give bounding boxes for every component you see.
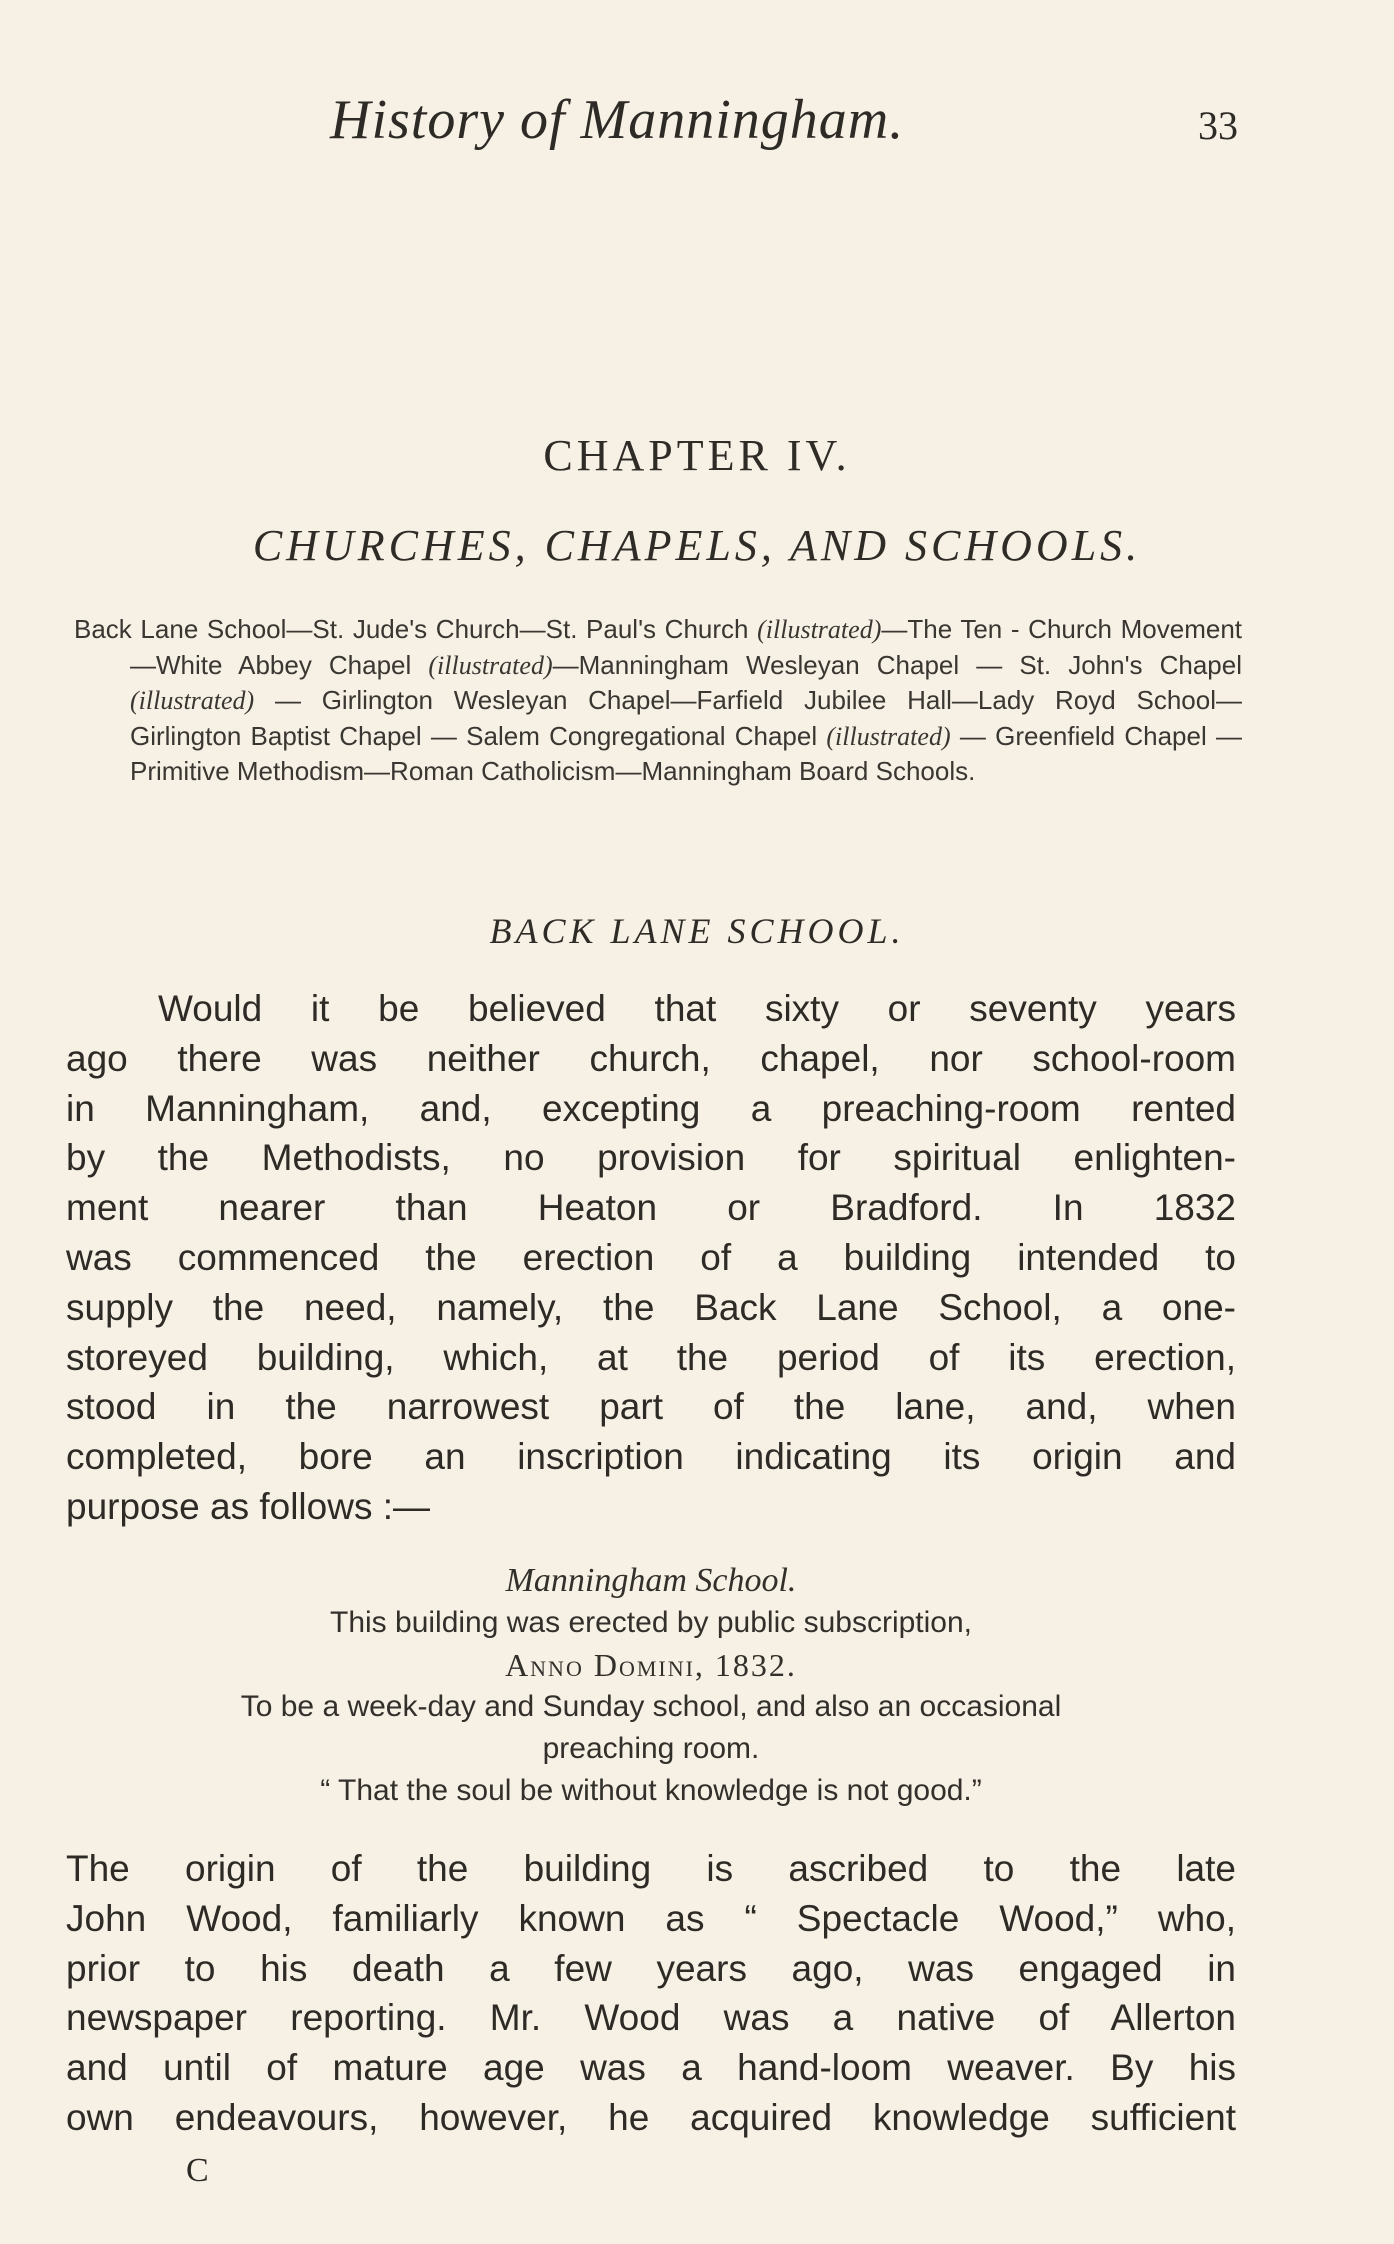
synopsis-part: —Manningham Wesleyan Chapel — St. John's Chapel bbox=[552, 649, 1243, 680]
running-head bbox=[0, 88, 1394, 158]
chapter-title: CHURCHES, CHAPELS, AND SCHOOLS. bbox=[252, 521, 1142, 570]
inscription-line: To be a week-day and Sunday school, and also an occasional bbox=[240, 1690, 1062, 1723]
synopsis-illustrated-note: (illustrated) bbox=[757, 615, 882, 644]
synopsis-part: — Girlington Wesleyan Chapel—Farfield Jubilee Hall—Lady Royd School—Girlington Baptist Chapel — Salem Congregational Chapel bbox=[130, 685, 1242, 751]
paragraph-john-wood bbox=[66, 1844, 1236, 2143]
text-line: and until of mature age was a hand-loom weaver. By his bbox=[66, 2047, 1236, 2089]
synopsis-part: —The Ten - Church Movement—White Abbey Chapel bbox=[130, 614, 1243, 680]
text-line: completed, bore an inscription indicating its origin and bbox=[66, 1436, 1236, 1478]
text-line: purpose as follows :— bbox=[66, 1485, 431, 1527]
synopsis-part: — Greenfield Chapel — Primitive Methodism—Roman Catholicism—Manningham Board Schools. bbox=[130, 720, 1242, 787]
inscription-line: This building was erected by public subscription, bbox=[330, 1606, 972, 1639]
text-line: Would it be believed that sixty or seventy years bbox=[158, 988, 1236, 1029]
synopsis-illustrated-note: (illustrated) bbox=[130, 686, 255, 716]
text-line: supply the need, namely, the Back Lane School, a one- bbox=[66, 1286, 1236, 1328]
section-heading: BACK LANE SCHOOL. bbox=[489, 911, 905, 951]
inscription-title: Manningham School. bbox=[505, 1562, 797, 1599]
text-line: newspaper reporting. Mr. Wood was a native of Allerton bbox=[66, 1997, 1236, 2039]
chapter-number: CHAPTER IV. bbox=[543, 431, 851, 480]
paragraph-back-lane-school bbox=[66, 984, 1236, 1532]
text-line: John Wood, familiarly known as “ Spectacle Wood,” who, bbox=[66, 1897, 1236, 1939]
text-line: The origin of the building is ascribed to the late bbox=[66, 1848, 1236, 1889]
text-line: was commenced the erection of a building intended to bbox=[66, 1236, 1236, 1278]
chapter-synopsis bbox=[74, 612, 1242, 790]
synopsis-part: Back Lane School—St. Jude's Church—St. Paul's Church bbox=[74, 614, 758, 644]
synopsis-illustrated-note: (illustrated) bbox=[428, 650, 553, 680]
text-line: stood in the narrowest part of the lane, and, when bbox=[66, 1386, 1236, 1428]
text-line: storeyed building, which, at the period of its erection, bbox=[66, 1336, 1236, 1378]
running-title: History of Manningham. bbox=[330, 89, 905, 151]
inscription-quote: “ That the soul be without knowledge is not good.” bbox=[320, 1774, 982, 1807]
inscription-date: Anno Domini, 1832. bbox=[505, 1647, 797, 1683]
text-line: prior to his death a few years ago, was engaged in bbox=[66, 1947, 1236, 1989]
synopsis-illustrated-note: (illustrated) bbox=[826, 721, 951, 751]
text-line: ago there was neither church, chapel, nor school-room bbox=[66, 1037, 1236, 1079]
text-line: by the Methodists, no provision for spiritual enlighten- bbox=[66, 1137, 1236, 1179]
text-line: ment nearer than Heaton or Bradford. In 1832 bbox=[66, 1187, 1236, 1229]
signature-mark: C bbox=[186, 2152, 209, 2189]
text-line: own endeavours, however, he acquired knowledge sufficient bbox=[66, 2096, 1236, 2138]
inscription-line: preaching room. bbox=[542, 1732, 760, 1765]
page-number: 33 bbox=[1198, 103, 1238, 148]
text-line: in Manningham, and, excepting a preaching-room rented bbox=[66, 1087, 1236, 1129]
school-inscription bbox=[66, 1560, 1236, 1812]
